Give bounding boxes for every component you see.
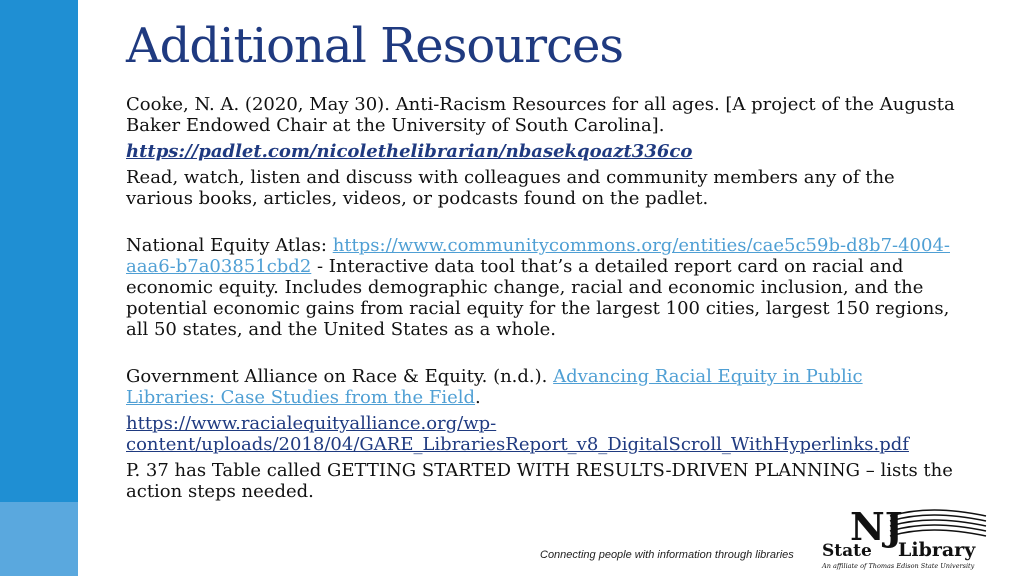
resource-3-citation: Government Alliance on Race & Equity. (n.d.). [126,366,554,387]
logo-library-text: Library [898,539,976,561]
resource-3-url-link[interactable]: https://www.racialequityalliance.org/wp-content/uploads/2018/04/GARE_LibrariesReport_v8_DigitalScroll_WithHyperlinks.pdf [126,413,909,455]
resource-1-link[interactable]: https://padlet.com/nicolethelibrarian/nbasekqoazt336co [126,141,693,162]
resource-3-citation-line [126,366,956,408]
resource-2-label: National Equity Atlas: [126,235,333,256]
logo-nj-text: NJ [850,504,903,549]
slide-title: Additional Resources [126,18,624,74]
resource-list [126,94,956,502]
resource-1-citation: Cooke, N. A. (2020, May 30). Anti-Racism Resources for all ages. [A project of the Augusta Baker Endowed Chair at the University of South Carolina]. [126,94,955,136]
resource-3-period: . [475,387,481,408]
resource-3-note: P. 37 has Table called GETTING STARTED WITH RESULTS-DRIVEN PLANNING – lists the action steps needed. [126,460,953,502]
resource-2 [126,235,956,340]
resource-3-title-link[interactable]: Advancing Racial Equity in Public Libraries: Case Studies from the Field [126,366,863,408]
resource-2-description: - Interactive data tool that’s a detailed report card on racial and economic equity. Includes demographic change, racial and economic inclusion, and the potential economic gains from racial equity for the largest 100 cities, largest 150 regions, all 50 states, and the United States as a whole. [126,256,950,340]
nj-state-library-logo [818,504,1006,572]
sidebar-accent-lower [0,502,78,576]
book-icon [890,510,986,536]
sidebar-accent [0,0,78,576]
footer-tagline: Connecting people with information through libraries [540,549,794,561]
resource-2-link[interactable]: https://www.communitycommons.org/entities/cae5c59b-d8b7-4004-aaa6-b7a03851cbd2 [126,235,950,277]
logo-state-text: State [822,541,872,561]
resource-1-description: Read, watch, listen and discuss with colleagues and community members any of the various books, articles, videos, or podcasts found on the padlet. [126,167,895,209]
logo-affiliate-text: An affiliate of Thomas Edison State University [822,562,975,570]
